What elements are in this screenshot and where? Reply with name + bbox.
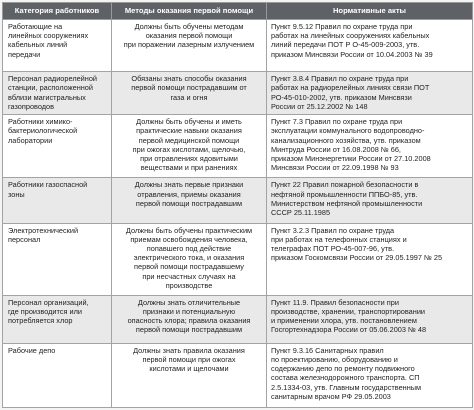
- first-aid-requirement-cell: Обязаны знать способы оказания первой помощи пострадавшим от газа и огня: [112, 72, 267, 115]
- table-row: [3, 72, 473, 115]
- worker-category-cell: Электротехнический персонал: [3, 223, 112, 295]
- header-regulations: Нормативные акты: [267, 3, 473, 20]
- regulation-cell: Пункт 11.9. Правил безопасности при производстве, хранении, транспортировании и применении хлора, утв. постановлением Госгортехнадзора России от 05.06.2003 № 48: [267, 295, 473, 343]
- first-aid-requirement-cell: Должны знать первые признаки отравления, приемы оказания первой помощи пострадавшим: [112, 178, 267, 223]
- first-aid-requirement-cell: Должны быть обучены практическим приемам освобождения человека, попавшего под действие электрического тока, и оказания первой помощи пострадавшему при несчастных случаях на производстве: [112, 223, 267, 295]
- regulation-cell: Пункт 3.2.3 Правил по охране труда при работах на телефонных станциях и телеграфах ПОТ РО-45-007-96, утв. приказом Госкомсвязи России от 29.05.1997 № 25: [267, 223, 473, 295]
- first-aid-requirement-cell: Должны знать правила оказания первой помощи при ожогах кислотами и щелочами: [112, 343, 267, 407]
- table-row: [3, 343, 473, 407]
- regulations-table: [2, 2, 473, 408]
- worker-category-cell: Персонал радиорелейной станции, расположенной вблизи магистральных газопроводов: [3, 72, 112, 115]
- worker-category-cell: Работники химико- бактериологической лаборатории: [3, 115, 112, 178]
- regulation-cell: Пункт 22 Правил пожарной безопасности в нефтяной промышленности ППБО-85, утв. Министерством нефтяной промышленности СССР 25.11.1985: [267, 178, 473, 223]
- regulation-cell: Пункт 9.5.12 Правил по охране труда при работах на линейных сооружениях кабельных линий передачи ПОТ Р О-45-009-2003, утв. приказом Минсвязи России от 10.04.2003 № 39: [267, 20, 473, 72]
- table-row: [3, 178, 473, 223]
- regulation-cell: Пункт 3.8.4 Правил по охране труда при работах на радиорелейных линиях связи ПОТ РО-45-010-2002, утв. приказом Минсвязи России от 25.12.2002 № 148: [267, 72, 473, 115]
- first-aid-requirement-cell: Должны знать отличительные признаки и потенциальную опасность хлора; правила оказания первой помощи пострадавшим: [112, 295, 267, 343]
- regulation-cell: Пункт 9.3.16 Санитарных правил по проектированию, оборудованию и содержанию депо по ремонту подвижного состава железнодорожного транспорта. СП 2.5.1334-03, утв. Главным государственным санитарным врачом РФ 29.05.2003: [267, 343, 473, 407]
- first-aid-requirement-cell: Должны быть обучены методам оказания первой помощи при поражении лазерным излучением: [112, 20, 267, 72]
- table-row: [3, 115, 473, 178]
- worker-category-cell: Рабочие депо: [3, 343, 112, 407]
- table-row: [3, 295, 473, 343]
- worker-category-cell: Работники газоспасной зоны: [3, 178, 112, 223]
- header-first-aid-methods: Методы оказания первой помощи: [112, 3, 267, 20]
- regulation-cell: Пункт 7.3 Правил по охране труда при эксплуатации коммунального водопроводно- канализационного хозяйства, утв. приказом Минтруда России от 16.08.2008 № 66, приказом Минэнергетики России от 27.10.2008 Минсвязи России от 22.09.1998 № 93: [267, 115, 473, 178]
- worker-category-cell: Персонал организаций, где производится или потребляется хлор: [3, 295, 112, 343]
- table-row: [3, 223, 473, 295]
- table-header-row: [3, 3, 473, 20]
- table-row: [3, 20, 473, 72]
- worker-category-cell: Работающие на линейных сооружениях кабельных линий передачи: [3, 20, 112, 72]
- first-aid-requirement-cell: Должны быть обучены и иметь практические навыки оказания первой медицинской помощи при ожогах кислотами, щелочью, при отравлениях ядовитыми веществами и при ранениях: [112, 115, 267, 178]
- header-category: Категория работников: [3, 3, 112, 20]
